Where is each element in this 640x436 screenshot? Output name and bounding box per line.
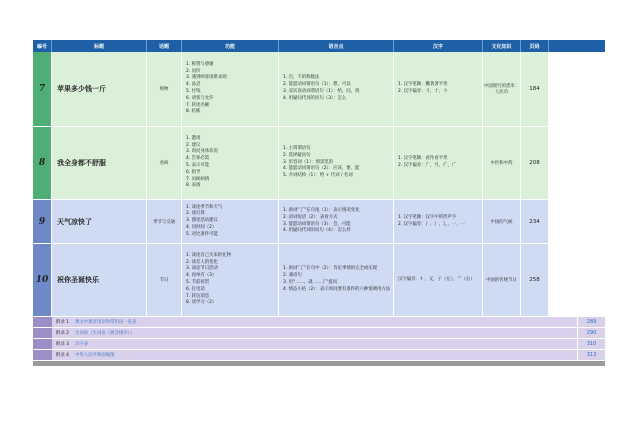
appendix-page-number[interactable]: 289 <box>577 317 605 327</box>
appendix-label: 附录 4 <box>56 353 69 358</box>
list-item: 4. 品尝 <box>186 82 201 88</box>
list-item: 2. 能愿动词谓语句（1）：想，可以 <box>283 82 351 88</box>
appendix-entry[interactable] <box>52 350 577 360</box>
appendix-row <box>33 328 605 339</box>
list-item: 7. 转述名额 <box>186 102 210 108</box>
lesson-grammar <box>279 200 394 243</box>
lesson-grammar <box>279 244 394 316</box>
list-item: 4. 告罪必需 <box>186 156 210 162</box>
list-item: 6. 指导 <box>186 169 201 175</box>
lesson-culture: 中国的气候 <box>483 200 521 243</box>
appendix-text[interactable]: 课文中课堂用语和常用语一览表 <box>74 320 137 325</box>
list-item: 4. 问时间（2） <box>186 224 217 230</box>
appendix-row <box>33 317 605 328</box>
table-footer-bar <box>33 361 605 366</box>
header-cell: 文化知识 <box>483 40 521 52</box>
list-item: 1. 谈论季节和天气 <box>186 204 223 210</box>
lesson-topic: 节日 <box>147 244 182 316</box>
lesson-page-number[interactable]: 234 <box>521 200 549 243</box>
list-item: 3. 用“……，就……了”提问 <box>283 280 338 285</box>
appendix-page-number[interactable]: 313 <box>577 350 605 360</box>
list-item: 1. 邀请 <box>186 135 201 141</box>
list-item: 1. 主谓谓语句 <box>283 146 311 151</box>
header-cell: 话题 <box>147 40 182 52</box>
list-item: 3. 描述活动建议 <box>186 218 218 224</box>
list-item: 2. 建议 <box>186 142 201 148</box>
list-item: 6. 打电话 <box>186 286 205 292</box>
list-item: 5. 对比条件可能 <box>186 231 218 237</box>
list-item: 3. 遇到顾客困难求助 <box>186 75 227 81</box>
lesson-row <box>33 127 605 200</box>
list-item: 4. 情态小结（2）：表示询问要有条件的六种情调用方法 <box>283 286 391 292</box>
table-header <box>33 40 605 52</box>
list-item: 2. 汉字偏旁：冫，氵，辶，一，一 <box>398 221 466 227</box>
list-item: 1. 谈论自己买来的礼物 <box>186 252 232 258</box>
appendix-label: 附录 3 <box>56 342 69 347</box>
list-item: 2. 兼语句 <box>283 273 302 279</box>
lesson-row <box>33 200 605 244</box>
lesson-hanzi <box>394 200 483 243</box>
list-item: 4. 用疑问代词的问句（4）：怎么样 <box>283 228 351 234</box>
list-item: 2. 动词短语（2）：表看方式 <box>283 214 338 220</box>
appendix-side <box>33 339 52 349</box>
lesson-row <box>33 52 605 127</box>
header-cell: 标题 <box>52 40 147 52</box>
list-item: 2. 选择疑问句 <box>283 152 311 158</box>
lesson-grammar <box>279 127 394 199</box>
lesson-functions <box>182 127 279 199</box>
appendix-entry[interactable] <box>52 328 577 338</box>
lesson-hanzi <box>394 244 483 316</box>
header-cell: 功能 <box>182 40 279 52</box>
lesson-hanzi <box>394 52 483 126</box>
list-item: 5. 介词结构（1）：给 + 代词 / 名词 <box>283 173 353 179</box>
lesson-culture: 中医和中药 <box>483 127 521 199</box>
list-item: 7. 问候病情 <box>186 176 210 182</box>
lesson-number: 10 <box>33 244 52 316</box>
appendix-entry[interactable] <box>52 317 577 327</box>
appendix-side <box>33 317 52 327</box>
list-item: 4. 用疑问代词的问句（3）：怎么 <box>283 95 347 101</box>
appendix-text[interactable]: 中华人民共和国地图 <box>74 353 115 358</box>
list-item: 3. 谈论节日活动 <box>186 266 218 272</box>
appendix-label: 附录 2 <box>56 331 69 336</box>
list-item: 5. 节前祝贺 <box>186 280 210 285</box>
lesson-row <box>33 244 605 317</box>
list-item: 1. 汉字笔顺：看作看平坦 <box>398 156 448 162</box>
lesson-functions <box>182 52 279 126</box>
header-cell: 语言点 <box>279 40 394 52</box>
lesson-page-number[interactable]: 184 <box>521 52 549 126</box>
header-cell: 编号 <box>33 40 52 52</box>
list-item: 4. 能愿动词谓语句（2）：应该，要，能 <box>283 166 360 172</box>
lesson-page-number[interactable]: 208 <box>521 127 549 199</box>
list-item: 1. 百，千的称数法 <box>283 75 320 81</box>
list-item: 3. 形容词（1）：情景范的 <box>283 159 334 165</box>
lesson-functions <box>182 200 279 243</box>
list-item: 3. 双宾语动词谓语句（1）：给，问，找 <box>283 89 360 94</box>
lesson-culture: 中国现行的货币：人民币 <box>483 52 521 126</box>
appendix-row <box>33 339 605 350</box>
list-item: 1. 汉字笔顺：撇著著平坦 <box>398 82 448 88</box>
appendix-text[interactable]: 汉字表 <box>74 342 89 347</box>
list-item: 汉字偏旁：礻，又，子（左），爫（右） <box>398 276 475 282</box>
header-cell: 页码 <box>521 40 549 52</box>
lesson-title[interactable]: 祝你圣诞快乐 <box>52 244 147 316</box>
appendix-side <box>33 328 52 338</box>
lesson-topic: 看病 <box>147 127 182 199</box>
list-item: 8. 结帐 <box>186 109 201 115</box>
appendix-page-number[interactable]: 290 <box>577 328 605 338</box>
lesson-culture: 中国的传统节日 <box>483 244 521 316</box>
appendix-label: 附录 1 <box>56 320 69 325</box>
appendix-page-number[interactable]: 310 <box>577 339 605 349</box>
appendix-row <box>33 350 605 361</box>
lesson-hanzi <box>394 127 483 199</box>
lesson-title[interactable]: 苹果多少钱一斤 <box>52 52 147 126</box>
contents-table <box>33 40 605 366</box>
list-item: 2. 问价 <box>186 68 201 74</box>
appendix-entry[interactable] <box>52 339 577 349</box>
list-item: 8. 谈学习（2） <box>186 300 217 306</box>
lesson-grammar <box>279 52 394 126</box>
lesson-page-number[interactable]: 258 <box>521 244 549 316</box>
list-item: 1. 助词“了”在句尾（1）：表示情况变化 <box>283 207 360 213</box>
lesson-title[interactable]: 我全身都不舒服 <box>52 127 147 199</box>
lesson-functions <box>182 244 279 316</box>
list-item: 4. 再单有（3） <box>186 273 217 279</box>
appendix-side <box>33 350 52 360</box>
list-item: 2. 谈打算 <box>186 211 205 217</box>
lesson-topic: 购物 <box>147 52 182 126</box>
lesson-number: 9 <box>33 200 52 243</box>
list-item: 5. 付钱 <box>186 89 201 94</box>
header-cell: 汉字 <box>394 40 483 52</box>
list-item: 3. 能愿动词谓语句（3）：会，可能 <box>283 221 351 227</box>
appendix-text[interactable]: 生词表（生词表（拼音排序）） <box>74 331 135 336</box>
list-item: 3. 询问身体状况 <box>186 149 218 155</box>
list-item: 6. 请客与允许 <box>186 95 214 101</box>
lesson-title[interactable]: 天气凉快了 <box>52 200 147 243</box>
list-item: 7. 转达消息 <box>186 293 210 299</box>
lesson-number: 7 <box>33 52 52 126</box>
lesson-number: 8 <box>33 127 52 199</box>
list-item: 2. 谈差人的变化 <box>186 259 218 265</box>
list-item: 1. 汉字笔顺：汉字中的形声字 <box>398 214 457 220</box>
list-item: 5. 表示可能 <box>186 163 210 168</box>
list-item: 1. 助词“了”在句中（2）：肯定事情的完全或实现 <box>283 266 378 272</box>
list-item: 2. 汉字偏旁：广，月，疒，广 <box>398 163 457 168</box>
list-item: 8. 表扬 <box>186 183 201 189</box>
list-item: 2. 汉字偏旁：丬，十，卜 <box>398 89 448 94</box>
lesson-topic: 季节与交通 <box>147 200 182 243</box>
list-item: 1. 称赞与感谢 <box>186 61 214 67</box>
